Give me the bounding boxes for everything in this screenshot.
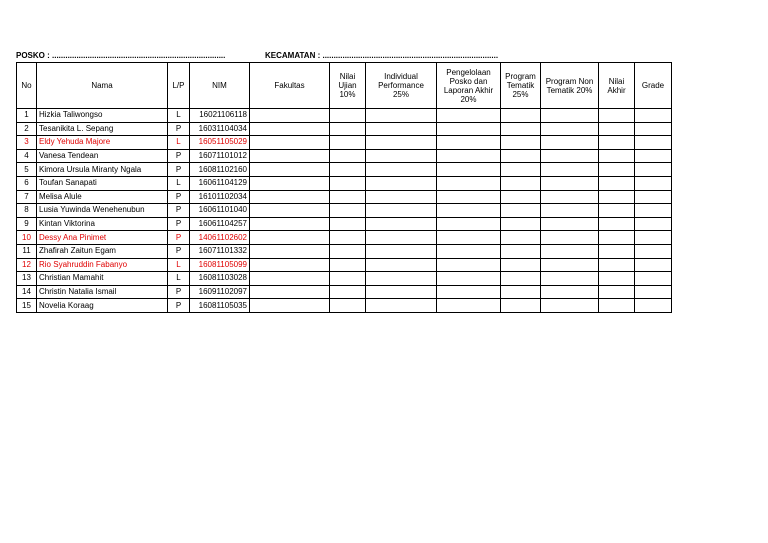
col-no: No — [17, 63, 37, 109]
cell-pengelolaan — [437, 149, 501, 163]
cell-nilai-ujian — [330, 149, 366, 163]
cell-individual-performance — [366, 109, 437, 123]
cell-no: 4 — [17, 149, 37, 163]
cell-program-non-tematik — [541, 244, 599, 258]
cell-individual-performance — [366, 149, 437, 163]
cell-program-tematik — [501, 149, 541, 163]
cell-nama: Kintan Viktorina — [37, 217, 168, 231]
cell-nama: Novelia Koraag — [37, 299, 168, 313]
table-row — [17, 176, 672, 190]
cell-nilai-akhir — [599, 217, 635, 231]
cell-lp: L — [168, 272, 190, 286]
cell-nilai-ujian — [330, 163, 366, 177]
col-pengelolaan: Pengelolaan Posko dan Laporan Akhir 20% — [437, 63, 501, 109]
cell-nama: Lusia Yuwinda Wenehenubun — [37, 204, 168, 218]
col-nilai-akhir: Nilai Akhir — [599, 63, 635, 109]
cell-program-tematik — [501, 122, 541, 136]
cell-no: 15 — [17, 299, 37, 313]
cell-program-non-tematik — [541, 204, 599, 218]
cell-individual-performance — [366, 190, 437, 204]
cell-pengelolaan — [437, 109, 501, 123]
cell-grade — [635, 136, 672, 150]
table-row — [17, 299, 672, 313]
cell-pengelolaan — [437, 244, 501, 258]
cell-pengelolaan — [437, 136, 501, 150]
table-row — [17, 190, 672, 204]
col-lp: L/P — [168, 63, 190, 109]
cell-nilai-ujian — [330, 285, 366, 299]
cell-fakultas — [250, 109, 330, 123]
cell-pengelolaan — [437, 285, 501, 299]
cell-no: 9 — [17, 217, 37, 231]
cell-program-tematik — [501, 190, 541, 204]
cell-nim: 14061102602 — [190, 231, 250, 245]
cell-nim: 16021106118 — [190, 109, 250, 123]
cell-no: 10 — [17, 231, 37, 245]
cell-nama: Melisa Alule — [37, 190, 168, 204]
cell-program-non-tematik — [541, 109, 599, 123]
cell-program-non-tematik — [541, 190, 599, 204]
cell-fakultas — [250, 217, 330, 231]
cell-individual-performance — [366, 204, 437, 218]
cell-nama: Christin Natalia Ismail — [37, 285, 168, 299]
cell-lp: L — [168, 176, 190, 190]
cell-program-non-tematik — [541, 136, 599, 150]
table-row — [17, 217, 672, 231]
col-program-non-tematik: Program Non Tematik 20% — [541, 63, 599, 109]
cell-no: 7 — [17, 190, 37, 204]
cell-fakultas — [250, 149, 330, 163]
cell-program-non-tematik — [541, 217, 599, 231]
table-header-row — [17, 63, 672, 109]
cell-lp: L — [168, 109, 190, 123]
cell-program-tematik — [501, 231, 541, 245]
cell-no: 5 — [17, 163, 37, 177]
cell-fakultas — [250, 163, 330, 177]
cell-nama: Rio Syahruddin Fabanyo — [37, 258, 168, 272]
table-row — [17, 244, 672, 258]
cell-grade — [635, 109, 672, 123]
cell-nim: 16101102034 — [190, 190, 250, 204]
cell-no: 13 — [17, 272, 37, 286]
cell-nim: 16081103028 — [190, 272, 250, 286]
cell-grade — [635, 163, 672, 177]
cell-individual-performance — [366, 231, 437, 245]
cell-lp: L — [168, 136, 190, 150]
cell-no: 2 — [17, 122, 37, 136]
cell-grade — [635, 285, 672, 299]
cell-lp: P — [168, 163, 190, 177]
cell-nilai-akhir — [599, 244, 635, 258]
cell-lp: P — [168, 217, 190, 231]
cell-nilai-akhir — [599, 149, 635, 163]
col-program-tematik: Program Tematik 25% — [501, 63, 541, 109]
col-nilai-ujian: Nilai Ujian 10% — [330, 63, 366, 109]
cell-individual-performance — [366, 285, 437, 299]
cell-nilai-ujian — [330, 176, 366, 190]
cell-fakultas — [250, 258, 330, 272]
cell-pengelolaan — [437, 299, 501, 313]
cell-grade — [635, 190, 672, 204]
table-row — [17, 122, 672, 136]
cell-grade — [635, 272, 672, 286]
cell-nim: 16061101040 — [190, 204, 250, 218]
table-row — [17, 231, 672, 245]
cell-program-non-tematik — [541, 231, 599, 245]
cell-no: 6 — [17, 176, 37, 190]
cell-lp: P — [168, 149, 190, 163]
table-row — [17, 109, 672, 123]
cell-pengelolaan — [437, 272, 501, 286]
cell-no: 8 — [17, 204, 37, 218]
cell-nilai-akhir — [599, 231, 635, 245]
cell-nama: Tesanikita L. Sepang — [37, 122, 168, 136]
cell-nilai-ujian — [330, 109, 366, 123]
table-row — [17, 285, 672, 299]
cell-nilai-akhir — [599, 136, 635, 150]
kecamatan-label: KECAMATAN : ............................................................................... — [265, 51, 499, 60]
cell-program-tematik — [501, 272, 541, 286]
cell-individual-performance — [366, 299, 437, 313]
cell-no: 14 — [17, 285, 37, 299]
cell-nim: 16081102160 — [190, 163, 250, 177]
cell-nilai-akhir — [599, 299, 635, 313]
cell-program-tematik — [501, 109, 541, 123]
cell-nilai-ujian — [330, 258, 366, 272]
cell-fakultas — [250, 272, 330, 286]
cell-fakultas — [250, 244, 330, 258]
cell-fakultas — [250, 190, 330, 204]
table-row — [17, 163, 672, 177]
table-row — [17, 272, 672, 286]
cell-lp: P — [168, 299, 190, 313]
cell-nilai-akhir — [599, 122, 635, 136]
cell-pengelolaan — [437, 163, 501, 177]
cell-program-tematik — [501, 258, 541, 272]
cell-grade — [635, 299, 672, 313]
cell-nilai-ujian — [330, 299, 366, 313]
col-grade: Grade — [635, 63, 672, 109]
cell-nilai-akhir — [599, 163, 635, 177]
cell-program-non-tematik — [541, 163, 599, 177]
cell-nim: 16071101012 — [190, 149, 250, 163]
cell-nilai-akhir — [599, 272, 635, 286]
cell-individual-performance — [366, 163, 437, 177]
cell-nilai-ujian — [330, 231, 366, 245]
cell-individual-performance — [366, 272, 437, 286]
cell-lp: P — [168, 122, 190, 136]
cell-individual-performance — [366, 176, 437, 190]
cell-nama: Christian Mamahit — [37, 272, 168, 286]
cell-no: 11 — [17, 244, 37, 258]
cell-grade — [635, 204, 672, 218]
cell-program-tematik — [501, 285, 541, 299]
cell-program-tematik — [501, 217, 541, 231]
table-row — [17, 149, 672, 163]
cell-program-non-tematik — [541, 272, 599, 286]
col-fakultas: Fakultas — [250, 63, 330, 109]
cell-pengelolaan — [437, 190, 501, 204]
cell-program-non-tematik — [541, 176, 599, 190]
cell-individual-performance — [366, 244, 437, 258]
cell-nilai-akhir — [599, 204, 635, 218]
cell-nama: Toufan Sanapati — [37, 176, 168, 190]
cell-nilai-ujian — [330, 204, 366, 218]
cell-program-non-tematik — [541, 258, 599, 272]
cell-program-tematik — [501, 299, 541, 313]
table-body — [17, 109, 672, 313]
posko-label: POSKO : .............................................................................. — [16, 51, 226, 60]
cell-lp: P — [168, 231, 190, 245]
cell-nama: Eldy Yehuda Majore — [37, 136, 168, 150]
cell-program-tematik — [501, 176, 541, 190]
cell-nilai-ujian — [330, 136, 366, 150]
table-row — [17, 204, 672, 218]
table-row — [17, 258, 672, 272]
cell-nim: 16081105035 — [190, 299, 250, 313]
cell-program-tematik — [501, 204, 541, 218]
cell-grade — [635, 176, 672, 190]
cell-pengelolaan — [437, 204, 501, 218]
cell-nilai-akhir — [599, 258, 635, 272]
cell-pengelolaan — [437, 176, 501, 190]
table-row — [17, 136, 672, 150]
cell-grade — [635, 258, 672, 272]
cell-individual-performance — [366, 217, 437, 231]
cell-nilai-ujian — [330, 122, 366, 136]
cell-pengelolaan — [437, 231, 501, 245]
cell-nim: 16071101332 — [190, 244, 250, 258]
cell-nama: Hizkia Taliwongso — [37, 109, 168, 123]
cell-nama: Vanesa Tendean — [37, 149, 168, 163]
cell-nilai-ujian — [330, 217, 366, 231]
cell-nilai-akhir — [599, 190, 635, 204]
cell-nilai-ujian — [330, 190, 366, 204]
cell-fakultas — [250, 285, 330, 299]
cell-nim: 16051105029 — [190, 136, 250, 150]
cell-nim: 16061104257 — [190, 217, 250, 231]
cell-program-non-tematik — [541, 149, 599, 163]
cell-program-non-tematik — [541, 285, 599, 299]
cell-lp: P — [168, 244, 190, 258]
cell-program-non-tematik — [541, 122, 599, 136]
cell-fakultas — [250, 204, 330, 218]
col-individual-performance: Individual Performance 25% — [366, 63, 437, 109]
cell-grade — [635, 217, 672, 231]
cell-grade — [635, 149, 672, 163]
cell-pengelolaan — [437, 258, 501, 272]
cell-lp: P — [168, 190, 190, 204]
col-nim: NIM — [190, 63, 250, 109]
cell-nim: 16091102097 — [190, 285, 250, 299]
cell-lp: P — [168, 285, 190, 299]
cell-nilai-ujian — [330, 272, 366, 286]
cell-nama: Zhafirah Zaitun Egam — [37, 244, 168, 258]
cell-lp: L — [168, 258, 190, 272]
cell-no: 1 — [17, 109, 37, 123]
cell-lp: P — [168, 204, 190, 218]
cell-nim: 16031104034 — [190, 122, 250, 136]
cell-nama: Kimora Ursula Miranty Ngala — [37, 163, 168, 177]
cell-nilai-akhir — [599, 176, 635, 190]
cell-individual-performance — [366, 258, 437, 272]
cell-nim: 16081105099 — [190, 258, 250, 272]
cell-program-tematik — [501, 136, 541, 150]
cell-individual-performance — [366, 122, 437, 136]
col-nama: Nama — [37, 63, 168, 109]
cell-grade — [635, 122, 672, 136]
cell-pengelolaan — [437, 122, 501, 136]
cell-nilai-ujian — [330, 244, 366, 258]
cell-nilai-akhir — [599, 285, 635, 299]
cell-fakultas — [250, 231, 330, 245]
cell-fakultas — [250, 136, 330, 150]
cell-fakultas — [250, 176, 330, 190]
cell-fakultas — [250, 299, 330, 313]
cell-grade — [635, 231, 672, 245]
cell-no: 3 — [17, 136, 37, 150]
cell-nama: Dessy Ana Pinimet — [37, 231, 168, 245]
cell-grade — [635, 244, 672, 258]
cell-pengelolaan — [437, 217, 501, 231]
cell-nilai-akhir — [599, 109, 635, 123]
cell-program-tematik — [501, 244, 541, 258]
cell-nim: 16061104129 — [190, 176, 250, 190]
cell-no: 12 — [17, 258, 37, 272]
cell-program-tematik — [501, 163, 541, 177]
cell-fakultas — [250, 122, 330, 136]
cell-individual-performance — [366, 136, 437, 150]
student-score-table — [16, 62, 672, 313]
cell-program-non-tematik — [541, 299, 599, 313]
